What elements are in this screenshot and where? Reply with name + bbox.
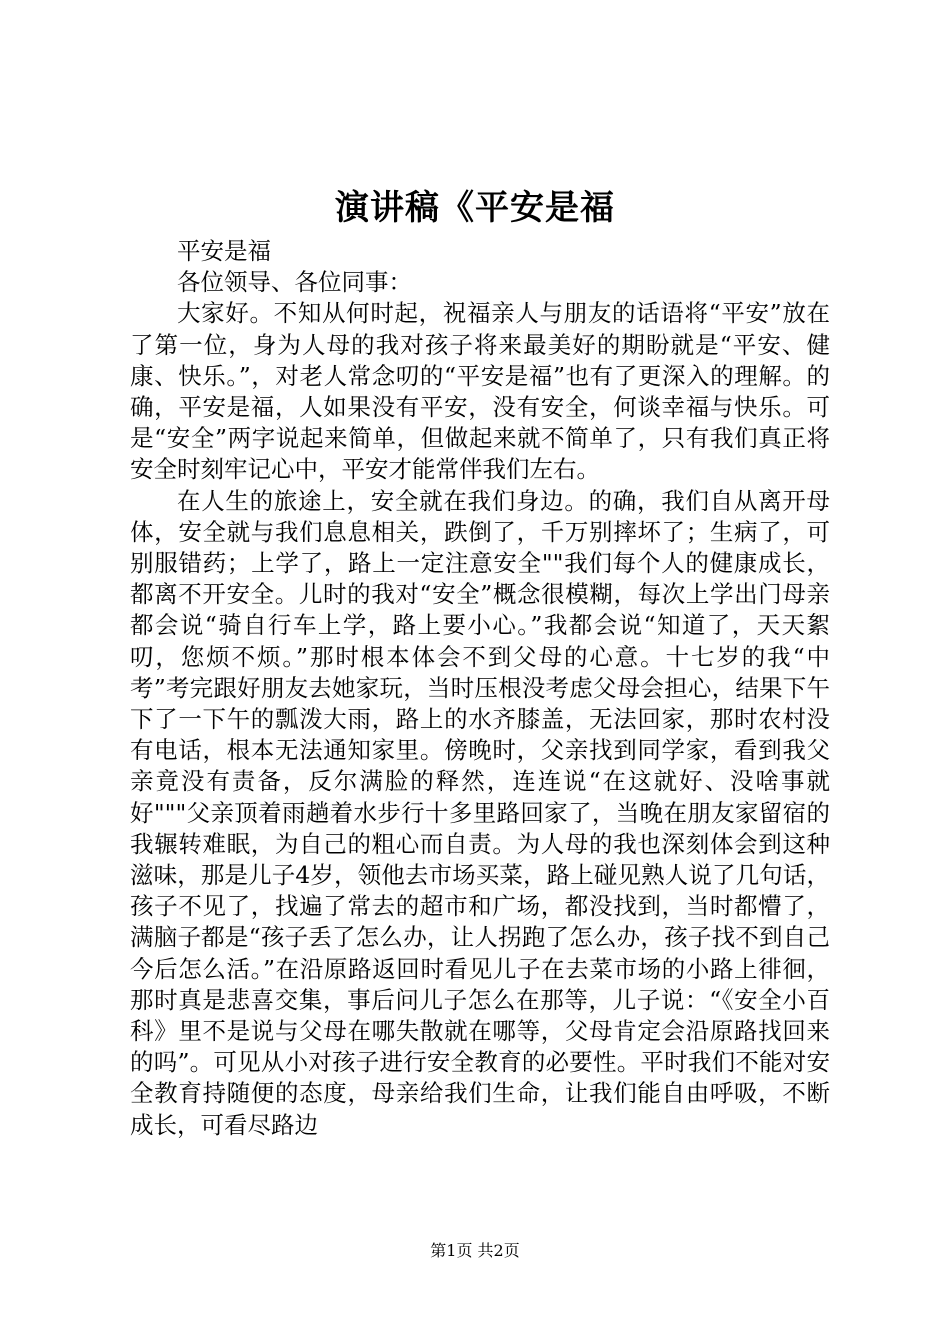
document-title: 演讲稿《平安是福 [335,188,615,228]
paragraph-greeting: 大家好。不知从何时起，祝福亲人与朋友的话语将“平安”放在了第一位，身为人母的我对孩子将来最美好的期盼就是“平安、健康、快乐。”，对老人常念叨的“平安是福”也有了更深入的理解。的确，平安是福，人如果没有平安，没有安全，何谈幸福与快乐。可是“安全”两字说起来简单，但做起来就不简单了，只有我们真正将安全时刻牢记心中，平安才能常伴我们左右。 [130,299,830,484]
page-footer: 第1页 共2页 [430,1241,520,1260]
paragraph-salutation: 各位领导、各位同事： [177,268,412,297]
paragraph-main: 在人生的旅途上，安全就在我们身边。的确，我们自从离开母体，安全就与我们息息相关，跌倒了，千万别摔坏了；生病了，可别服错药；上学了，路上一定注意安全""我们每个人的健康成长，都离不开安全。儿时的我对“安全”概念很模糊，每次上学出门母亲都会说“骑自行车上学，路上要小心。”我都会说“知道了，天天絮叨，您烦不烦。”那时根本体会不到父母的心意。十七岁的我“中考”考完跟好朋友去她家玩，当时压根没考虑父母会担心，结果下午下了一下午的瓢泼大雨，路上的水齐膝盖，无法回家，那时农村没有电话，根本无法通知家里。傍晚时，父亲找到同学家，看到我父亲竟没有责备，反尔满脸的释然，连连说“在这就好、没啥事就好"""父亲顶着雨趟着水步行十多里路回家了，当晚在朋友家留宿的我辗转难眠，为自己的粗心而自责。为人母的我也深刻体会到这种滋味，那是儿子4岁，领他去市场买菜，路上碰见熟人说了几句话，孩子不见了，找遍了常去的超市和广场，都没找到，当时都懵了，满脑子都是“孩子丢了怎么办，让人拐跑了怎么办，孩子找不到自己今后怎么活。”在沿原路返回时看见儿子在去菜市场的小路上徘徊，那时真是悲喜交集，事后问儿子怎么在那等，儿子说：“《安全小百科》里不是说与父母在哪失散就在哪等，父母肯定会沿原路找回来的吗”。可见从小对孩子进行安全教育的必要性。平时我们不能对安全教育持随便的态度，母亲给我们生命，让我们能自由呼吸，不断成长，可看尽路边 [130,486,830,1139]
document-body [130,236,830,1141]
paragraph-subtitle: 平安是福 [177,237,271,265]
